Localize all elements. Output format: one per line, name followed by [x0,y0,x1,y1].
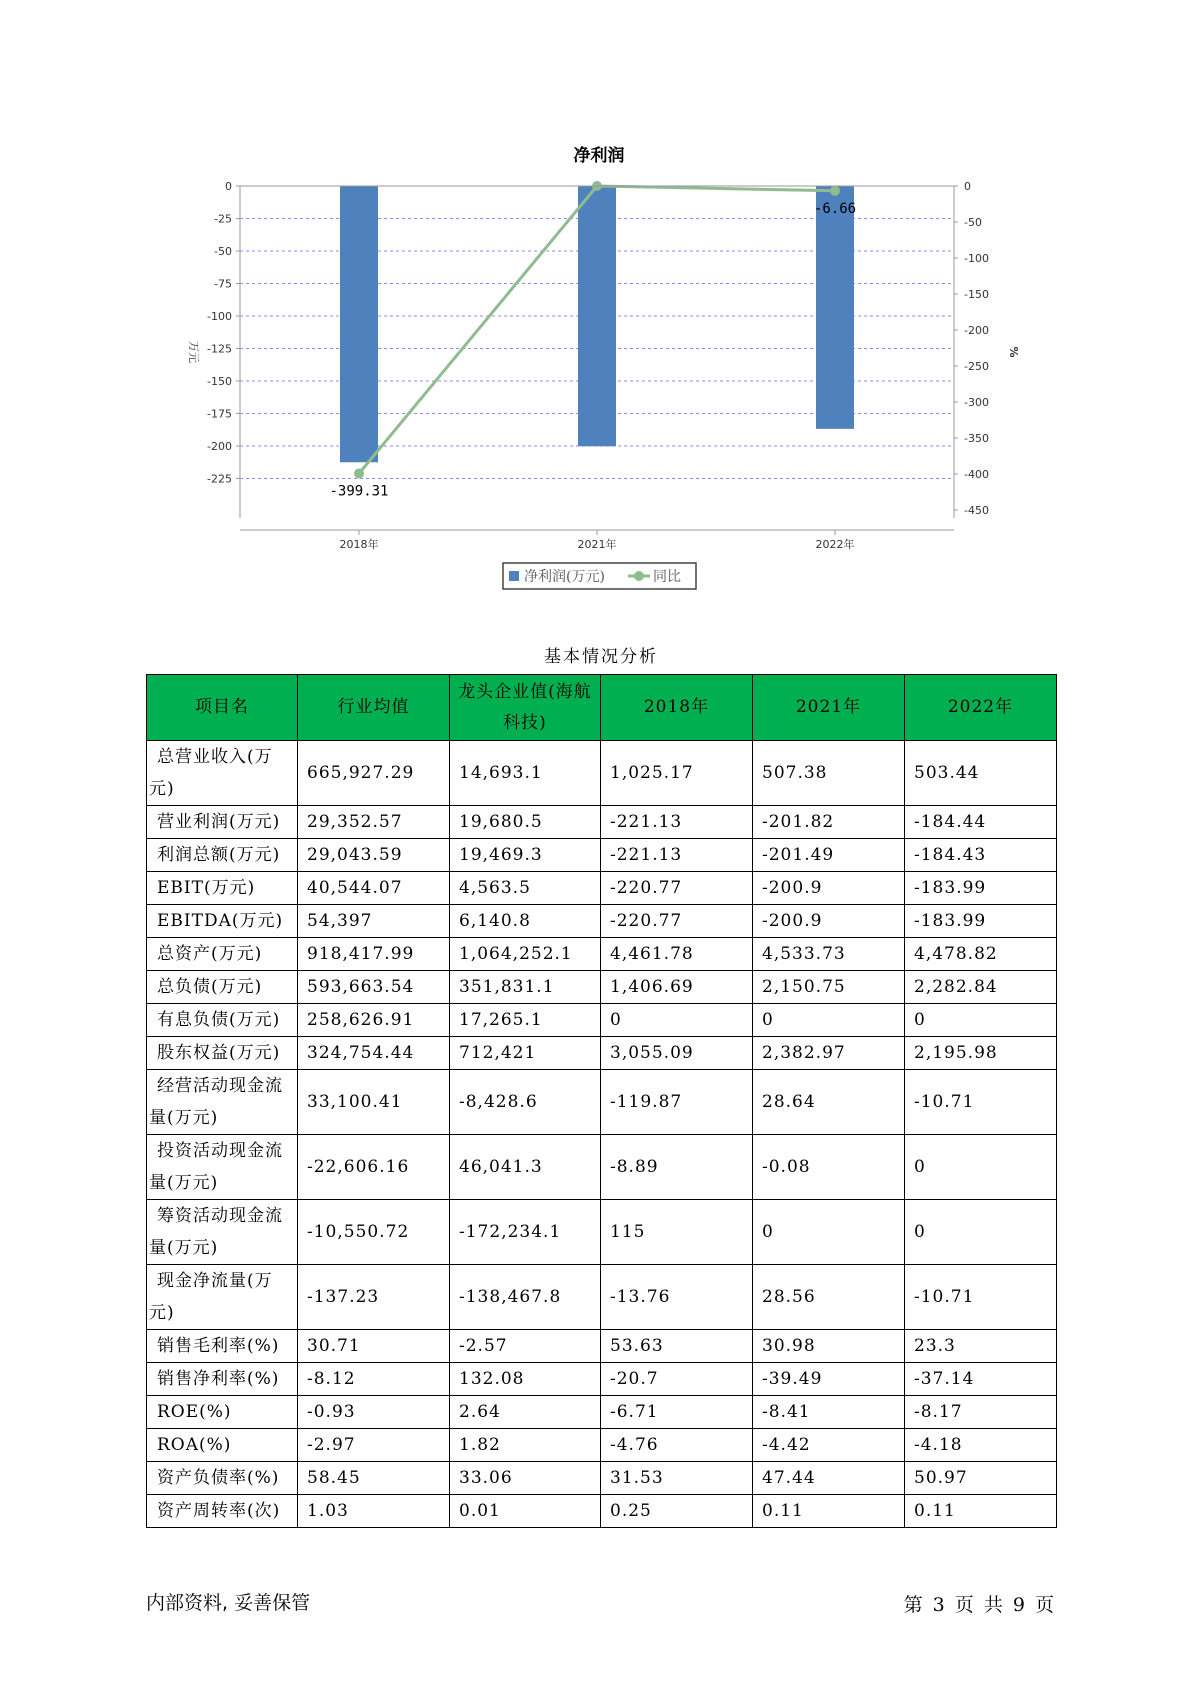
table-cell: 0 [905,1004,1057,1037]
data-label-2018: -399.31 [329,483,389,500]
left-axis-tick-label: -200 [207,440,232,453]
table-cell: 33.06 [450,1462,601,1495]
table-cell: -4.18 [905,1429,1057,1462]
table-cell: -0.93 [298,1396,450,1429]
footer-page-number: 第 3 页 共 9 页 [903,1594,1056,1616]
table-cell: 29,043.59 [298,839,450,872]
data-label-2022: -6.66 [813,200,857,217]
table-row [147,1429,1057,1462]
row-label: 资产周转率(次) [147,1495,298,1528]
row-label: 总负债(万元) [147,971,298,1004]
x-axis-tick-label: 2021年 [577,538,617,551]
row-label: ROA(%) [147,1429,298,1462]
table-row [147,806,1057,839]
table-cell: -10,550.72 [298,1200,450,1265]
header-leader-value: 龙头企业值(海航科技) [450,675,601,741]
table-cell: -8.17 [905,1396,1057,1429]
table-cell: 1.82 [450,1429,601,1462]
table-cell: -2.57 [450,1330,601,1363]
table-cell: 4,461.78 [601,938,753,971]
right-axis-tick-label: -400 [964,468,989,481]
table-cell: -37.14 [905,1363,1057,1396]
chart-title: 净利润 [573,146,625,166]
table-row [147,1004,1057,1037]
row-label: 经营活动现金流量(万元) [147,1070,298,1135]
x-axis-tick-label: 2018年 [339,538,379,551]
table-cell: -8.89 [601,1135,753,1200]
table-cell: 507.38 [753,741,905,806]
table-cell: 3,055.09 [601,1037,753,1070]
net-profit-bar [813,186,857,429]
table-cell: -184.43 [905,839,1057,872]
table-row [147,1330,1057,1363]
table-cell: 2,282.84 [905,971,1057,1004]
row-label: 股东权益(万元) [147,1037,298,1070]
row-label: 筹资活动现金流量(万元) [147,1200,298,1265]
table-cell: 593,663.54 [298,971,450,1004]
table-row [147,872,1057,905]
bars-layer [340,186,857,462]
table-cell: 0.25 [601,1495,753,1528]
table-cell: -220.77 [601,872,753,905]
x-axis-tick-label: 2022年 [815,538,855,551]
legend-line-marker [634,571,644,581]
table-cell: -119.87 [601,1070,753,1135]
table-cell: -220.77 [601,905,753,938]
table-cell: 47.44 [753,1462,905,1495]
table-cell: 132.08 [450,1363,601,1396]
table-cell: 0 [601,1004,753,1037]
table-cell: 14,693.1 [450,741,601,806]
left-axis-tick-label: 0 [225,180,232,193]
table-row [147,1070,1057,1135]
table-row [147,1396,1057,1429]
row-label: 投资活动现金流量(万元) [147,1135,298,1200]
right-axis-tick-label: -150 [964,288,989,301]
basic-analysis-table [146,674,1057,1528]
left-axis-tick-label: -225 [207,472,232,486]
table-cell: -138,467.8 [450,1265,601,1330]
table-cell: -20.7 [601,1363,753,1396]
table-cell: -8.12 [298,1363,450,1396]
table-cell: -39.49 [753,1363,905,1396]
yoy-point [830,186,840,196]
table-row [147,1037,1057,1070]
legend [503,563,696,589]
table-cell: -10.71 [905,1070,1057,1135]
table-row [147,1462,1057,1495]
row-label: EBIT(万元) [147,872,298,905]
table-cell: 918,417.99 [298,938,450,971]
legend-label-yoy: 同比 [653,569,681,585]
row-label: 资产负债率(%) [147,1462,298,1495]
left-axis-tick-label: -25 [214,212,232,226]
table-cell: -10.71 [905,1265,1057,1330]
header-industry-average: 行业均值 [298,675,450,741]
table-cell: -13.76 [601,1265,753,1330]
table-cell: 0.01 [450,1495,601,1528]
table-row [147,1495,1057,1528]
table-cell: -200.9 [753,872,905,905]
table-cell: 53.63 [601,1330,753,1363]
net-profit-bar [340,186,378,462]
table-cell: -8.41 [753,1396,905,1429]
row-label: ROE(%) [147,1396,298,1429]
table-cell: 0 [753,1200,905,1265]
table-row [147,839,1057,872]
left-axis-title: 万元 [187,341,200,363]
table-cell: 50.97 [905,1462,1057,1495]
table-cell: 115 [601,1200,753,1265]
table-cell: 4,533.73 [753,938,905,971]
table-cell: 19,469.3 [450,839,601,872]
table-cell: 58.45 [298,1462,450,1495]
table-cell: -184.44 [905,806,1057,839]
table-cell: -183.99 [905,872,1057,905]
row-label: 有息负债(万元) [147,1004,298,1037]
net-profit-bar [578,186,616,446]
table-cell: 2,195.98 [905,1037,1057,1070]
table-cell: 4,478.82 [905,938,1057,971]
table-cell: 30.71 [298,1330,450,1363]
table-cell: -22,606.16 [298,1135,450,1200]
right-axis-tick-label: -50 [964,216,982,229]
table-cell: -8,428.6 [450,1070,601,1135]
table-cell: 28.64 [753,1070,905,1135]
table-cell: 0 [905,1200,1057,1265]
table-cell: 23.3 [905,1330,1057,1363]
right-axis-tick-label: -100 [964,252,989,265]
right-axis-tick-label: -450 [964,504,989,517]
table-cell: 712,421 [450,1037,601,1070]
table-cell: 19,680.5 [450,806,601,839]
table-cell: 31.53 [601,1462,753,1495]
table-cell: 6,140.8 [450,905,601,938]
table-body [147,741,1057,1528]
table-cell: 30.98 [753,1330,905,1363]
table-row [147,971,1057,1004]
table-cell: -2.97 [298,1429,450,1462]
row-label: 销售净利率(%) [147,1363,298,1396]
table-cell: 665,927.29 [298,741,450,806]
table-cell: -6.71 [601,1396,753,1429]
table-caption: 基本情况分析 [544,647,658,667]
table-cell: 1,025.17 [601,741,753,806]
header-year-2021: 2021年 [753,675,905,741]
table-row [147,1363,1057,1396]
row-label: 现金净流量(万元) [147,1265,298,1330]
table-cell: -4.76 [601,1429,753,1462]
table-cell: -201.82 [753,806,905,839]
legend-bar-swatch [509,571,519,581]
row-label: 总营业收入(万元) [147,741,298,806]
left-axis-tick-label: -175 [207,407,232,421]
table-cell: 1,064,252.1 [450,938,601,971]
table-cell: 0 [753,1004,905,1037]
right-axis-tick-label: -350 [964,432,989,445]
right-axis-tick-label: 0 [964,180,971,193]
left-axis-tick-label: -100 [207,310,232,323]
right-axis-title: % [1007,346,1020,358]
net-profit-chart [0,0,1191,620]
table-cell: 1,406.69 [601,971,753,1004]
table-cell: 54,397 [298,905,450,938]
right-axis-tick-label: -200 [964,324,989,337]
table-cell: 4,563.5 [450,872,601,905]
legend-label-net-profit: 净利润(万元) [524,569,605,585]
table-cell: -137.23 [298,1265,450,1330]
header-year-2018: 2018年 [601,675,753,741]
table-cell: 0 [905,1135,1057,1200]
table-cell: 2.64 [450,1396,601,1429]
table-cell: -221.13 [601,839,753,872]
table-cell: -0.08 [753,1135,905,1200]
table-header-row [147,675,1057,741]
table-cell: -221.13 [601,806,753,839]
row-label: 营业利润(万元) [147,806,298,839]
table-row [147,1135,1057,1200]
table-row [147,741,1057,806]
table-cell: 503.44 [905,741,1057,806]
table-cell: 258,626.91 [298,1004,450,1037]
table-row [147,1200,1057,1265]
table-cell: 351,831.1 [450,971,601,1004]
table-cell: 29,352.57 [298,806,450,839]
left-axis-tick-label: -75 [214,277,232,291]
left-axis-tick-label: -50 [214,245,232,258]
table-cell: 33,100.41 [298,1070,450,1135]
table-cell: 0.11 [905,1495,1057,1528]
table-cell: 40,544.07 [298,872,450,905]
table-row [147,1265,1057,1330]
row-label: 总资产(万元) [147,938,298,971]
table-cell: 1.03 [298,1495,450,1528]
header-year-2022: 2022年 [905,675,1057,741]
footer-confidential-note: 内部资料, 妥善保管 [146,1592,311,1614]
row-label: 利润总额(万元) [147,839,298,872]
table-row [147,905,1057,938]
left-axis-tick-label: -150 [207,375,232,388]
left-axis-tick-label: -125 [207,342,232,356]
table-cell: -200.9 [753,905,905,938]
table-cell: 46,041.3 [450,1135,601,1200]
table-cell: 2,382.97 [753,1037,905,1070]
row-label: 销售毛利率(%) [147,1330,298,1363]
table-cell: 17,265.1 [450,1004,601,1037]
table-cell: 28.56 [753,1265,905,1330]
right-axis-tick-label: -250 [964,360,989,373]
header-item-name: 项目名 [147,675,298,741]
row-label: EBITDA(万元) [147,905,298,938]
table-cell: 324,754.44 [298,1037,450,1070]
table-cell: 0.11 [753,1495,905,1528]
table-cell: -172,234.1 [450,1200,601,1265]
table-cell: -4.42 [753,1429,905,1462]
yoy-point [354,469,364,479]
table-cell: -183.99 [905,905,1057,938]
table-row [147,938,1057,971]
table-cell: 2,150.75 [753,971,905,1004]
table-cell: -201.49 [753,839,905,872]
right-axis-tick-label: -300 [964,396,989,409]
